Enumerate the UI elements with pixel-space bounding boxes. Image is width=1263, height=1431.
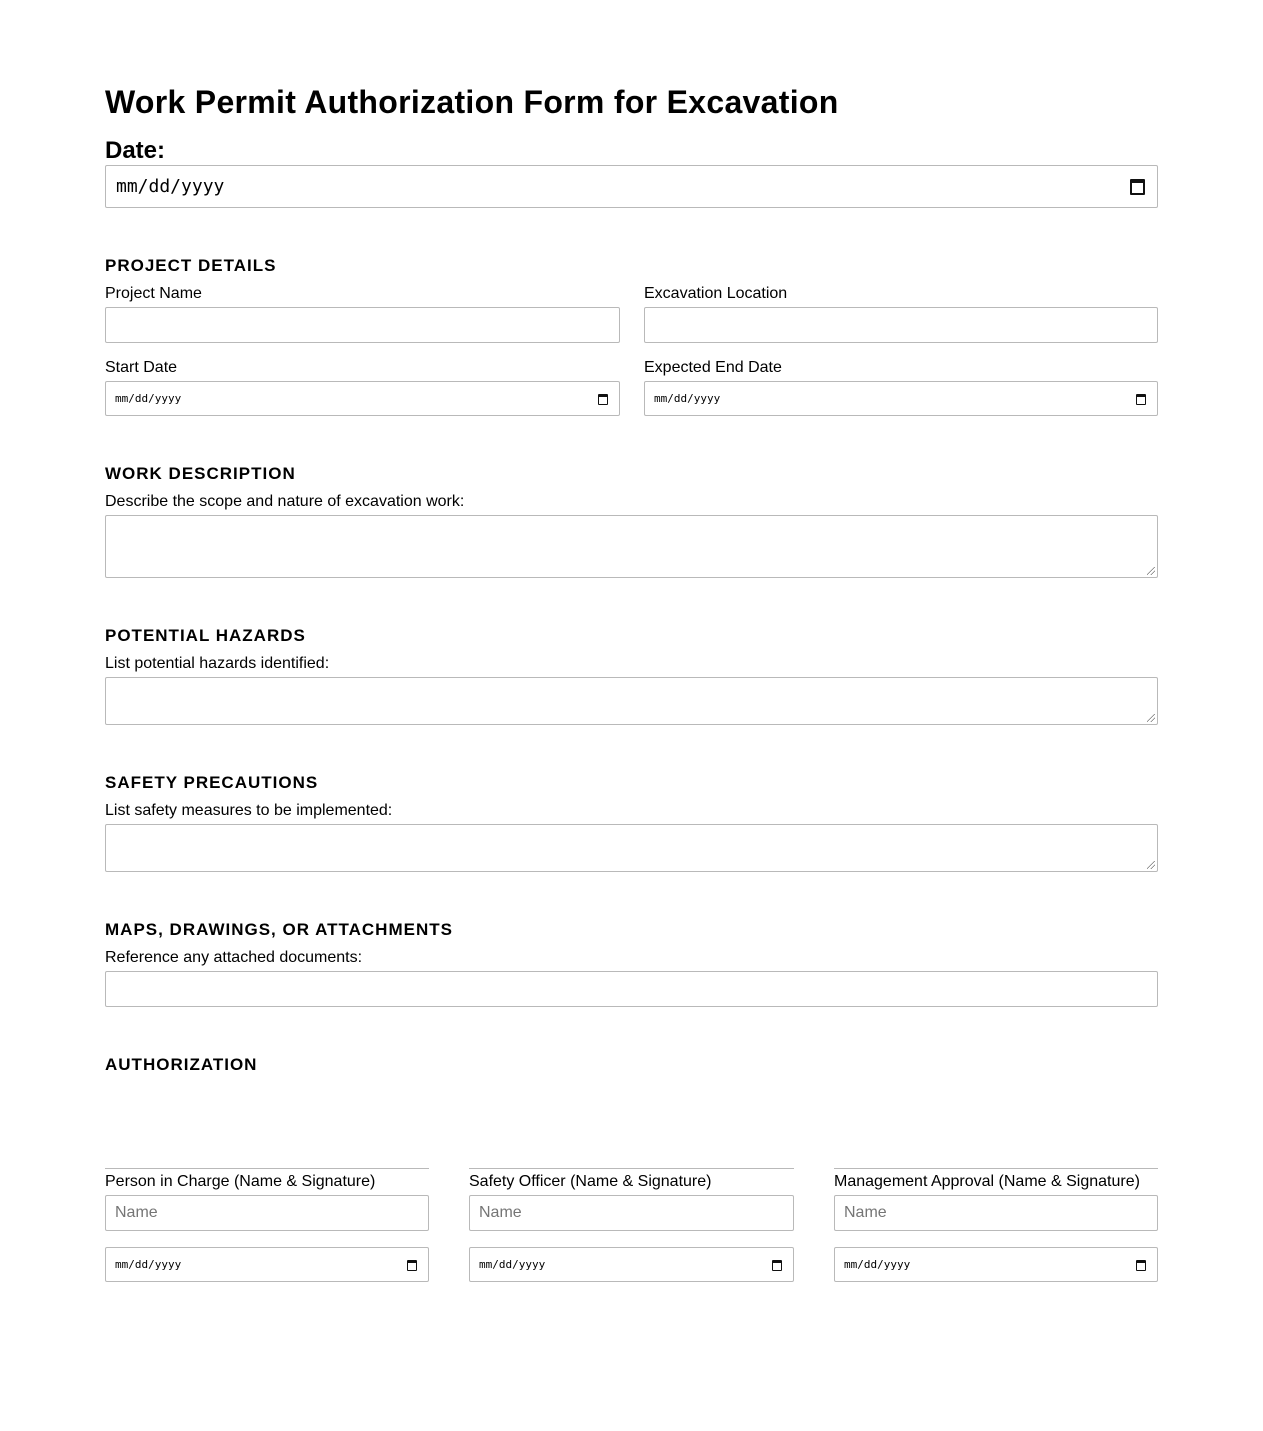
safety-officer-name-input[interactable] [469, 1195, 794, 1231]
start-date-input[interactable] [105, 381, 620, 416]
calendar-icon[interactable] [1129, 178, 1146, 195]
start-date-value: mm/dd/yyyy [115, 392, 182, 405]
person-in-charge-date-input[interactable] [105, 1247, 429, 1282]
expected-end-date-input[interactable] [644, 381, 1158, 416]
date-input-value: mm/dd/yyyy [116, 176, 225, 197]
section-title-work-description: WORK DESCRIPTION [105, 464, 296, 483]
person-in-charge-date-value: mm/dd/yyyy [115, 1258, 182, 1271]
section-title-authorization: AUTHORIZATION [105, 1055, 258, 1074]
date-input[interactable] [105, 165, 1158, 208]
person-in-charge-name-input[interactable] [105, 1195, 429, 1231]
safety-officer-label: Safety Officer (Name & Signature) [469, 1173, 712, 1190]
safety-precautions-textarea[interactable] [105, 824, 1158, 872]
resize-handle-icon[interactable] [1147, 861, 1155, 869]
expected-end-date-label: Expected End Date [644, 359, 782, 376]
signature-line [469, 1168, 794, 1169]
work-description-textarea[interactable] [105, 515, 1158, 578]
date-label: Date: [105, 137, 166, 164]
section-title-potential-hazards: POTENTIAL HAZARDS [105, 626, 306, 645]
potential-hazards-textarea[interactable] [105, 677, 1158, 725]
safety-officer-date-input[interactable] [469, 1247, 794, 1282]
name-placeholder: Name [115, 1204, 158, 1221]
excavation-location-label: Excavation Location [644, 285, 788, 302]
section-title-project-details: PROJECT DETAILS [105, 256, 277, 275]
management-approval-date-input[interactable] [834, 1247, 1158, 1282]
project-name-label: Project Name [105, 285, 202, 302]
management-approval-label: Management Approval (Name & Signature) [834, 1173, 1140, 1190]
excavation-location-input[interactable] [644, 307, 1158, 343]
start-date-label: Start Date [105, 359, 178, 376]
management-approval-name-input[interactable] [834, 1195, 1158, 1231]
page-title: Work Permit Authorization Form for Excavation [105, 84, 839, 120]
calendar-icon[interactable] [1135, 393, 1147, 405]
safety-officer-date-value: mm/dd/yyyy [479, 1258, 546, 1271]
calendar-icon[interactable] [597, 393, 609, 405]
calendar-icon[interactable] [1135, 1259, 1147, 1271]
signature-line [834, 1168, 1158, 1169]
attachments-input[interactable] [105, 971, 1158, 1007]
potential-hazards-label: List potential hazards identified: [105, 655, 330, 672]
safety-precautions-label: List safety measures to be implemented: [105, 802, 393, 819]
calendar-icon[interactable] [406, 1259, 418, 1271]
management-approval-date-value: mm/dd/yyyy [844, 1258, 911, 1271]
calendar-icon[interactable] [771, 1259, 783, 1271]
signature-line [105, 1168, 429, 1169]
resize-handle-icon[interactable] [1147, 714, 1155, 722]
expected-end-date-value: mm/dd/yyyy [654, 392, 721, 405]
section-title-safety-precautions: SAFETY PRECAUTIONS [105, 773, 319, 792]
attachments-label: Reference any attached documents: [105, 949, 363, 966]
work-description-label: Describe the scope and nature of excavation work: [105, 493, 465, 510]
project-name-input[interactable] [105, 307, 620, 343]
section-title-attachments: MAPS, DRAWINGS, OR ATTACHMENTS [105, 920, 453, 939]
resize-handle-icon[interactable] [1147, 567, 1155, 575]
name-placeholder: Name [479, 1204, 522, 1221]
person-in-charge-label: Person in Charge (Name & Signature) [105, 1173, 376, 1190]
name-placeholder: Name [844, 1204, 887, 1221]
